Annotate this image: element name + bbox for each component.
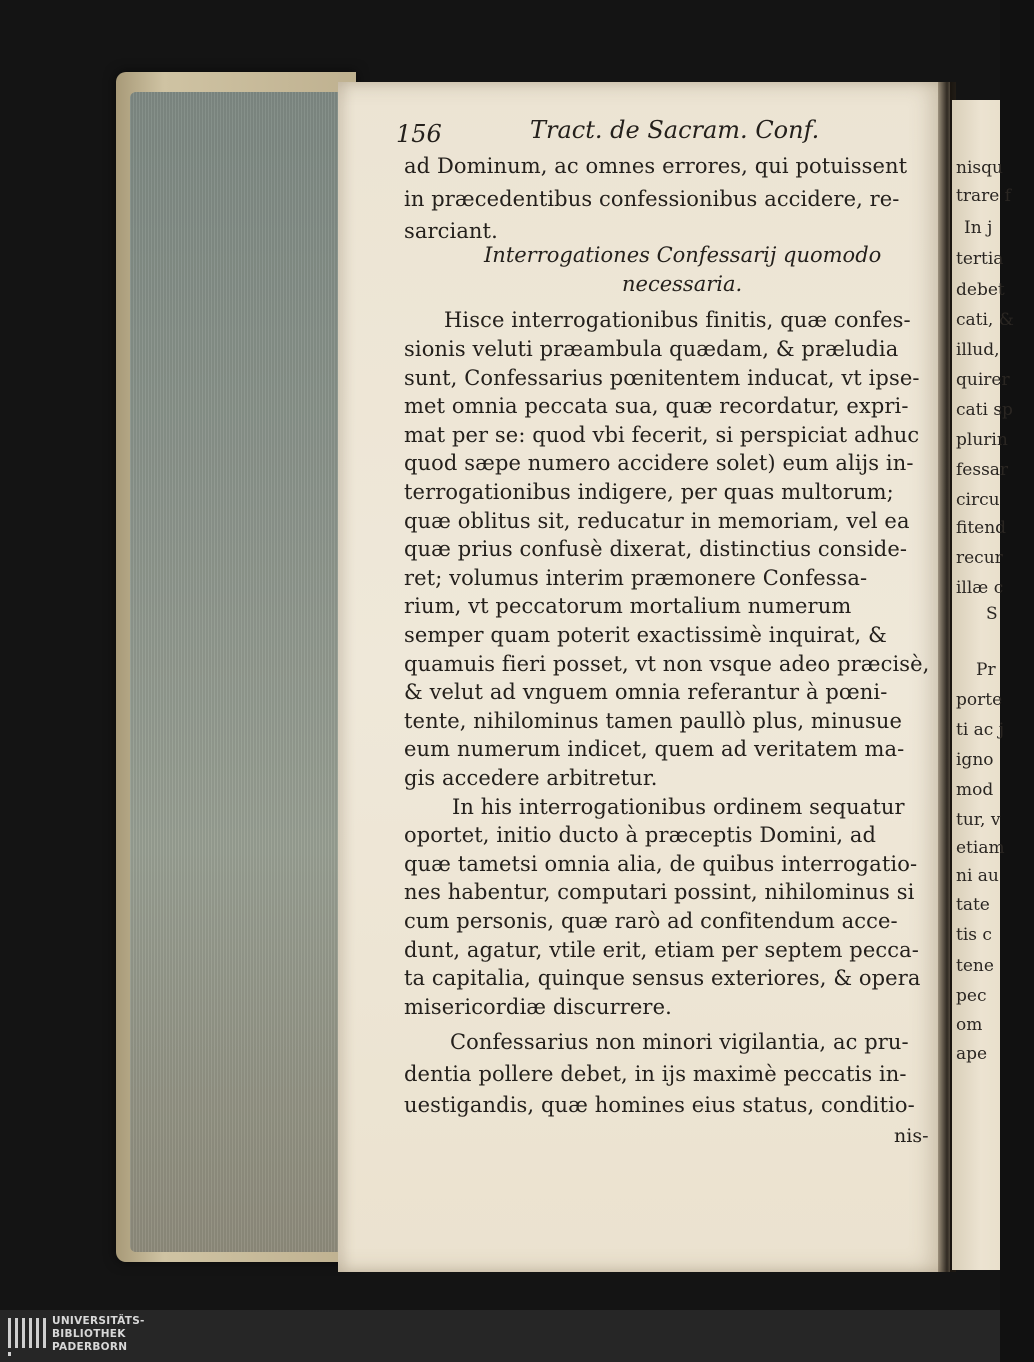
- text-line: tente, nihilominus tamen paullò plus, minusue: [404, 709, 903, 733]
- facing-page-line: ape: [956, 1044, 988, 1064]
- text-line: sarciant.: [404, 219, 498, 243]
- library-name-line: BIBLIOTHEK: [52, 1328, 126, 1340]
- facing-page-line: porte: [956, 690, 1003, 710]
- library-footer: [0, 1310, 1000, 1362]
- facing-page-line: fessar: [956, 460, 1009, 480]
- text-line: dentia pollere debet, in ijs maximè peccatis in-: [404, 1062, 907, 1086]
- text-line: met omnia peccata sua, quæ recordatur, expri-: [404, 394, 909, 418]
- text-line: Confessarius non minori vigilantia, ac pru-: [450, 1030, 909, 1054]
- text-line: mat per se: quod vbi fecerit, si perspiciat adhuc: [404, 423, 920, 447]
- facing-page-line: In j: [964, 218, 993, 238]
- facing-page-line: ti ac j: [956, 720, 1005, 740]
- facing-page-line: tur, v: [956, 810, 1001, 830]
- facing-page-line: Pr: [976, 660, 996, 680]
- text-line: cum personis, quæ rarò ad confitendum acce-: [404, 909, 898, 933]
- facing-page-line: debet: [956, 280, 1005, 300]
- text-line: misericordiæ discurrere.: [404, 995, 672, 1019]
- facing-page-line: fitend: [956, 518, 1007, 538]
- text-line: in præcedentibus confessionibus accidere, re-: [404, 187, 900, 211]
- facing-page-line: mod: [956, 780, 994, 800]
- library-name: [52, 1315, 145, 1354]
- facing-page-line: cati sp: [956, 400, 1013, 420]
- text-line: gis accedere arbitretur.: [404, 766, 658, 790]
- facing-page-line: cati, &: [956, 310, 1014, 330]
- text-line: sunt, Confessarius pœnitentem inducat, vt ipse-: [404, 366, 920, 390]
- facing-page-line: illæ c: [956, 578, 1004, 598]
- facing-page-line: tate: [956, 895, 990, 915]
- text-line: Hisce interrogationibus finitis, quæ confes-: [444, 308, 911, 332]
- facing-page-line: om: [956, 1015, 983, 1035]
- text-line: & velut ad vnguem omnia referantur à pœni-: [404, 680, 888, 704]
- text-line: quamuis fieri posset, vt non vsque adeo præcisè,: [404, 652, 930, 676]
- facing-page-line: pec: [956, 986, 987, 1006]
- facing-page-line: trare f: [956, 186, 1011, 206]
- text-line: ta capitalia, quinque sensus exteriores, & opera: [404, 966, 921, 990]
- text-line: ad Dominum, ac omnes errores, qui potuissent: [404, 154, 908, 178]
- facing-page-line: tene: [956, 956, 994, 976]
- text-line: uestigandis, quæ homines eius status, conditio-: [404, 1093, 915, 1117]
- text-line: oportet, initio ducto à præceptis Domini, ad: [404, 823, 877, 847]
- facing-page-line: circu: [956, 490, 1000, 510]
- text-line: eum numerum indicet, quem ad veritatem ma-: [404, 737, 905, 761]
- text-line: ret; volumus interim præmonere Confessa-: [404, 566, 868, 590]
- catchword: nis-: [894, 1125, 929, 1147]
- facing-page-line: illud,: [956, 340, 1000, 360]
- facing-page: [952, 100, 1000, 1270]
- text-line: In his interrogationibus ordinem sequatur: [452, 795, 905, 819]
- facing-page-line: S: [986, 604, 998, 624]
- facing-page-line: ni au: [956, 866, 999, 886]
- running-head: Tract. de Sacram. Conf.: [530, 116, 820, 144]
- library-name-line: UNIVERSITÄTS-: [52, 1315, 145, 1327]
- section-heading: Interrogationes Confessarij quomodo: [484, 243, 882, 267]
- facing-page-line: nisqu: [956, 158, 1003, 178]
- text-line: dunt, agatur, vtile erit, etiam per septem pecca-: [404, 938, 919, 962]
- page-number: 156: [396, 120, 442, 148]
- text-line: sionis veluti præambula quædam, & præludia: [404, 337, 899, 361]
- text-line: quæ oblitus sit, reducatur in memoriam, vel ea: [404, 509, 910, 533]
- text-line: quod sæpe numero accidere solet) eum alijs in-: [404, 451, 914, 475]
- facing-page-line: tis c: [956, 925, 992, 945]
- text-line: quæ tametsi omnia alia, de quibus interrogatio-: [404, 852, 918, 876]
- facing-page-line: quirer: [956, 370, 1010, 390]
- text-line: terrogationibus indigere, per quas multorum;: [404, 480, 894, 504]
- library-name-line: PADERBORN: [52, 1341, 128, 1353]
- text-line: nes habentur, computari possint, nihilominus si: [404, 880, 915, 904]
- university-library-logo-icon: [6, 1314, 46, 1358]
- text-line: semper quam poterit exactissimè inquirat, &: [404, 623, 887, 647]
- section-heading: necessaria.: [622, 272, 743, 296]
- facing-page-line: recur: [956, 548, 1003, 568]
- facing-page-line: etiam: [956, 838, 1005, 858]
- facing-page-line: tertia: [956, 249, 1004, 269]
- facing-page-line: plurin: [956, 430, 1008, 450]
- page-edges: [130, 92, 356, 1252]
- text-line: rium, vt peccatorum mortalium numerum: [404, 594, 852, 618]
- text-line: quæ prius confusè dixerat, distinctius conside-: [404, 537, 908, 561]
- facing-page-line: igno: [956, 750, 994, 770]
